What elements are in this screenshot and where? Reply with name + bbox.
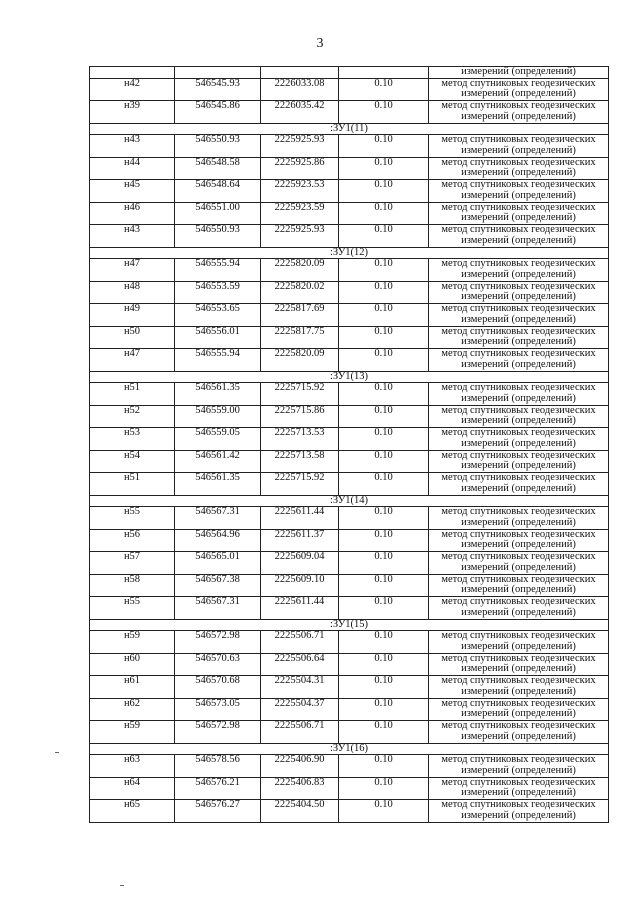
- point-id-cell: н59: [90, 721, 175, 744]
- y-coord-cell: [261, 67, 339, 79]
- point-id-cell: н62: [90, 698, 175, 721]
- table-row: [90, 552, 609, 575]
- y-coord-cell: 2225820.09: [261, 349, 339, 372]
- table-row: [90, 777, 609, 800]
- accuracy-cell: 0.10: [339, 304, 429, 327]
- section-header-row: [90, 743, 609, 755]
- method-cell: метод спутниковых геодезических измерений (определений): [429, 721, 609, 744]
- method-cell: метод спутниковых геодезических измерений (определений): [429, 78, 609, 101]
- point-id-cell: н47: [90, 259, 175, 282]
- x-coord-cell: 546555.94: [175, 349, 261, 372]
- x-coord-cell: 546551.00: [175, 202, 261, 225]
- accuracy-cell: 0.10: [339, 405, 429, 428]
- x-coord-cell: 546545.86: [175, 101, 261, 124]
- accuracy-cell: 0.10: [339, 281, 429, 304]
- method-cell: метод спутниковых геодезических измерений (определений): [429, 473, 609, 496]
- method-cell: метод спутниковых геодезических измерений (определений): [429, 676, 609, 699]
- method-cell: метод спутниковых геодезических измерений (определений): [429, 101, 609, 124]
- accuracy-cell: 0.10: [339, 78, 429, 101]
- y-coord-cell: 2225506.71: [261, 721, 339, 744]
- method-cell: метод спутниковых геодезических измерений (определений): [429, 450, 609, 473]
- y-coord-cell: 2225609.04: [261, 552, 339, 575]
- accuracy-cell: 0.10: [339, 135, 429, 158]
- continuation-row: [90, 67, 609, 79]
- section-header-row: [90, 247, 609, 259]
- x-coord-cell: 546578.56: [175, 755, 261, 778]
- table-row: [90, 349, 609, 372]
- table-row: [90, 698, 609, 721]
- accuracy-cell: 0.10: [339, 383, 429, 406]
- table-row: [90, 721, 609, 744]
- point-id-cell: н47: [90, 349, 175, 372]
- accuracy-cell: 0.10: [339, 259, 429, 282]
- x-coord-cell: 546556.01: [175, 326, 261, 349]
- method-cell: метод спутниковых геодезических измерений (определений): [429, 157, 609, 180]
- y-coord-cell: 2225506.64: [261, 653, 339, 676]
- table-row: [90, 135, 609, 158]
- y-coord-cell: 2225925.93: [261, 135, 339, 158]
- point-id-cell: н50: [90, 326, 175, 349]
- accuracy-cell: 0.10: [339, 721, 429, 744]
- y-coord-cell: 2225713.53: [261, 428, 339, 451]
- x-coord-cell: 546555.94: [175, 259, 261, 282]
- point-id-cell: н53: [90, 428, 175, 451]
- point-id-cell: н43: [90, 225, 175, 248]
- method-cell: измерений (определений): [429, 67, 609, 79]
- x-coord-cell: 546576.21: [175, 777, 261, 800]
- x-coord-cell: 546572.98: [175, 631, 261, 654]
- accuracy-cell: 0.10: [339, 755, 429, 778]
- method-cell: метод спутниковых геодезических измерений (определений): [429, 259, 609, 282]
- y-coord-cell: 2225406.90: [261, 755, 339, 778]
- y-coord-cell: 2225925.93: [261, 225, 339, 248]
- x-coord-cell: 546564.96: [175, 529, 261, 552]
- y-coord-cell: 2226033.08: [261, 78, 339, 101]
- point-id-cell: н54: [90, 450, 175, 473]
- table-row: [90, 676, 609, 699]
- method-cell: метод спутниковых геодезических измерений (определений): [429, 631, 609, 654]
- method-cell: метод спутниковых геодезических измерений (определений): [429, 777, 609, 800]
- method-cell: метод спутниковых геодезических измерений (определений): [429, 225, 609, 248]
- accuracy-cell: 0.10: [339, 157, 429, 180]
- method-cell: метод спутниковых геодезических измерений (определений): [429, 755, 609, 778]
- table-row: [90, 428, 609, 451]
- table-row: [90, 101, 609, 124]
- table-row: [90, 225, 609, 248]
- point-id-cell: н51: [90, 473, 175, 496]
- accuracy-cell: 0.10: [339, 473, 429, 496]
- accuracy-cell: 0.10: [339, 698, 429, 721]
- table-row: [90, 259, 609, 282]
- y-coord-cell: 2225506.71: [261, 631, 339, 654]
- point-id-cell: н42: [90, 78, 175, 101]
- point-id-cell: н63: [90, 755, 175, 778]
- method-cell: метод спутниковых геодезических измерений (определений): [429, 135, 609, 158]
- accuracy-cell: 0.10: [339, 777, 429, 800]
- y-coord-cell: 2225817.69: [261, 304, 339, 327]
- point-id-cell: н64: [90, 777, 175, 800]
- accuracy-cell: 0.10: [339, 428, 429, 451]
- method-cell: метод спутниковых геодезических измерений (определений): [429, 326, 609, 349]
- point-id-cell: н45: [90, 180, 175, 203]
- section-header-row: [90, 371, 609, 383]
- accuracy-cell: 0.10: [339, 180, 429, 203]
- x-coord-cell: 546570.68: [175, 676, 261, 699]
- table-row: [90, 755, 609, 778]
- point-id-cell: [90, 67, 175, 79]
- table-row: [90, 326, 609, 349]
- y-coord-cell: 2225923.59: [261, 202, 339, 225]
- x-coord-cell: 546548.64: [175, 180, 261, 203]
- x-coord-cell: 546567.31: [175, 597, 261, 620]
- point-id-cell: н61: [90, 676, 175, 699]
- x-coord-cell: 546576.27: [175, 800, 261, 823]
- section-label: :ЗУ1(12): [90, 247, 609, 259]
- table-row: [90, 507, 609, 530]
- x-coord-cell: 546570.63: [175, 653, 261, 676]
- method-cell: метод спутниковых геодезических измерений (определений): [429, 507, 609, 530]
- accuracy-cell: 0.10: [339, 653, 429, 676]
- method-cell: метод спутниковых геодезических измерений (определений): [429, 405, 609, 428]
- point-id-cell: н46: [90, 202, 175, 225]
- accuracy-cell: 0.10: [339, 529, 429, 552]
- method-cell: метод спутниковых геодезических измерений (определений): [429, 574, 609, 597]
- accuracy-cell: 0.10: [339, 597, 429, 620]
- x-coord-cell: 546567.31: [175, 507, 261, 530]
- x-coord-cell: 546572.98: [175, 721, 261, 744]
- method-cell: метод спутниковых геодезических измерений (определений): [429, 800, 609, 823]
- point-id-cell: н59: [90, 631, 175, 654]
- section-label: :ЗУ1(14): [90, 495, 609, 507]
- y-coord-cell: 2225609.10: [261, 574, 339, 597]
- x-coord-cell: 546567.38: [175, 574, 261, 597]
- table-row: [90, 405, 609, 428]
- coordinates-table-body: [90, 67, 609, 823]
- y-coord-cell: 2225715.92: [261, 383, 339, 406]
- scan-mark: [120, 885, 124, 886]
- section-label: :ЗУ1(15): [90, 619, 609, 631]
- table-row: [90, 597, 609, 620]
- accuracy-cell: 0.10: [339, 631, 429, 654]
- accuracy-cell: 0.10: [339, 676, 429, 699]
- y-coord-cell: 2225715.92: [261, 473, 339, 496]
- method-cell: метод спутниковых геодезических измерений (определений): [429, 653, 609, 676]
- point-id-cell: н55: [90, 597, 175, 620]
- accuracy-cell: 0.10: [339, 326, 429, 349]
- x-coord-cell: 546561.35: [175, 383, 261, 406]
- point-id-cell: н44: [90, 157, 175, 180]
- point-id-cell: н43: [90, 135, 175, 158]
- method-cell: метод спутниковых геодезических измерений (определений): [429, 202, 609, 225]
- section-header-row: [90, 495, 609, 507]
- table-row: [90, 78, 609, 101]
- accuracy-cell: 0.10: [339, 101, 429, 124]
- table-row: [90, 800, 609, 823]
- accuracy-cell: [339, 67, 429, 79]
- point-id-cell: н48: [90, 281, 175, 304]
- section-label: :ЗУ1(13): [90, 371, 609, 383]
- x-coord-cell: 546565.01: [175, 552, 261, 575]
- section-label: :ЗУ1(11): [90, 123, 609, 135]
- method-cell: метод спутниковых геодезических измерений (определений): [429, 552, 609, 575]
- point-id-cell: н57: [90, 552, 175, 575]
- accuracy-cell: 0.10: [339, 225, 429, 248]
- method-cell: метод спутниковых геодезических измерений (определений): [429, 597, 609, 620]
- scan-mark: [55, 752, 59, 753]
- point-id-cell: н39: [90, 101, 175, 124]
- x-coord-cell: 546550.93: [175, 135, 261, 158]
- y-coord-cell: 2226035.42: [261, 101, 339, 124]
- x-coord-cell: 546553.59: [175, 281, 261, 304]
- x-coord-cell: 546550.93: [175, 225, 261, 248]
- table-row: [90, 653, 609, 676]
- y-coord-cell: 2225611.37: [261, 529, 339, 552]
- y-coord-cell: 2225504.31: [261, 676, 339, 699]
- table-row: [90, 180, 609, 203]
- table-row: [90, 574, 609, 597]
- x-coord-cell: [175, 67, 261, 79]
- x-coord-cell: 546545.93: [175, 78, 261, 101]
- table-row: [90, 202, 609, 225]
- table-row: [90, 529, 609, 552]
- y-coord-cell: 2225715.86: [261, 405, 339, 428]
- x-coord-cell: 546548.58: [175, 157, 261, 180]
- accuracy-cell: 0.10: [339, 450, 429, 473]
- coordinates-table: [89, 66, 609, 823]
- y-coord-cell: 2225611.44: [261, 597, 339, 620]
- accuracy-cell: 0.10: [339, 574, 429, 597]
- method-cell: метод спутниковых геодезических измерений (определений): [429, 529, 609, 552]
- point-id-cell: н58: [90, 574, 175, 597]
- y-coord-cell: 2225611.44: [261, 507, 339, 530]
- method-cell: метод спутниковых геодезических измерений (определений): [429, 281, 609, 304]
- point-id-cell: н49: [90, 304, 175, 327]
- method-cell: метод спутниковых геодезических измерений (определений): [429, 180, 609, 203]
- section-header-row: [90, 123, 609, 135]
- table-row: [90, 304, 609, 327]
- page-number: 3: [316, 36, 324, 51]
- accuracy-cell: 0.10: [339, 507, 429, 530]
- y-coord-cell: 2225820.09: [261, 259, 339, 282]
- y-coord-cell: 2225820.02: [261, 281, 339, 304]
- x-coord-cell: 546559.05: [175, 428, 261, 451]
- x-coord-cell: 546561.42: [175, 450, 261, 473]
- accuracy-cell: 0.10: [339, 349, 429, 372]
- method-cell: метод спутниковых геодезических измерений (определений): [429, 383, 609, 406]
- x-coord-cell: 546559.00: [175, 405, 261, 428]
- accuracy-cell: 0.10: [339, 202, 429, 225]
- accuracy-cell: 0.10: [339, 552, 429, 575]
- method-cell: метод спутниковых геодезических измерений (определений): [429, 304, 609, 327]
- table-row: [90, 631, 609, 654]
- point-id-cell: н56: [90, 529, 175, 552]
- y-coord-cell: 2225504.37: [261, 698, 339, 721]
- y-coord-cell: 2225925.86: [261, 157, 339, 180]
- x-coord-cell: 546553.65: [175, 304, 261, 327]
- table-row: [90, 450, 609, 473]
- y-coord-cell: 2225713.58: [261, 450, 339, 473]
- section-header-row: [90, 619, 609, 631]
- y-coord-cell: 2225404.50: [261, 800, 339, 823]
- point-id-cell: н65: [90, 800, 175, 823]
- point-id-cell: н55: [90, 507, 175, 530]
- table-row: [90, 383, 609, 406]
- table-row: [90, 281, 609, 304]
- y-coord-cell: 2225923.53: [261, 180, 339, 203]
- point-id-cell: н52: [90, 405, 175, 428]
- point-id-cell: н51: [90, 383, 175, 406]
- method-cell: метод спутниковых геодезических измерений (определений): [429, 698, 609, 721]
- accuracy-cell: 0.10: [339, 800, 429, 823]
- table-row: [90, 157, 609, 180]
- y-coord-cell: 2225406.83: [261, 777, 339, 800]
- method-cell: метод спутниковых геодезических измерений (определений): [429, 428, 609, 451]
- section-label: :ЗУ1(16): [90, 743, 609, 755]
- x-coord-cell: 546561.35: [175, 473, 261, 496]
- x-coord-cell: 546573.05: [175, 698, 261, 721]
- method-cell: метод спутниковых геодезических измерений (определений): [429, 349, 609, 372]
- y-coord-cell: 2225817.75: [261, 326, 339, 349]
- table-row: [90, 473, 609, 496]
- point-id-cell: н60: [90, 653, 175, 676]
